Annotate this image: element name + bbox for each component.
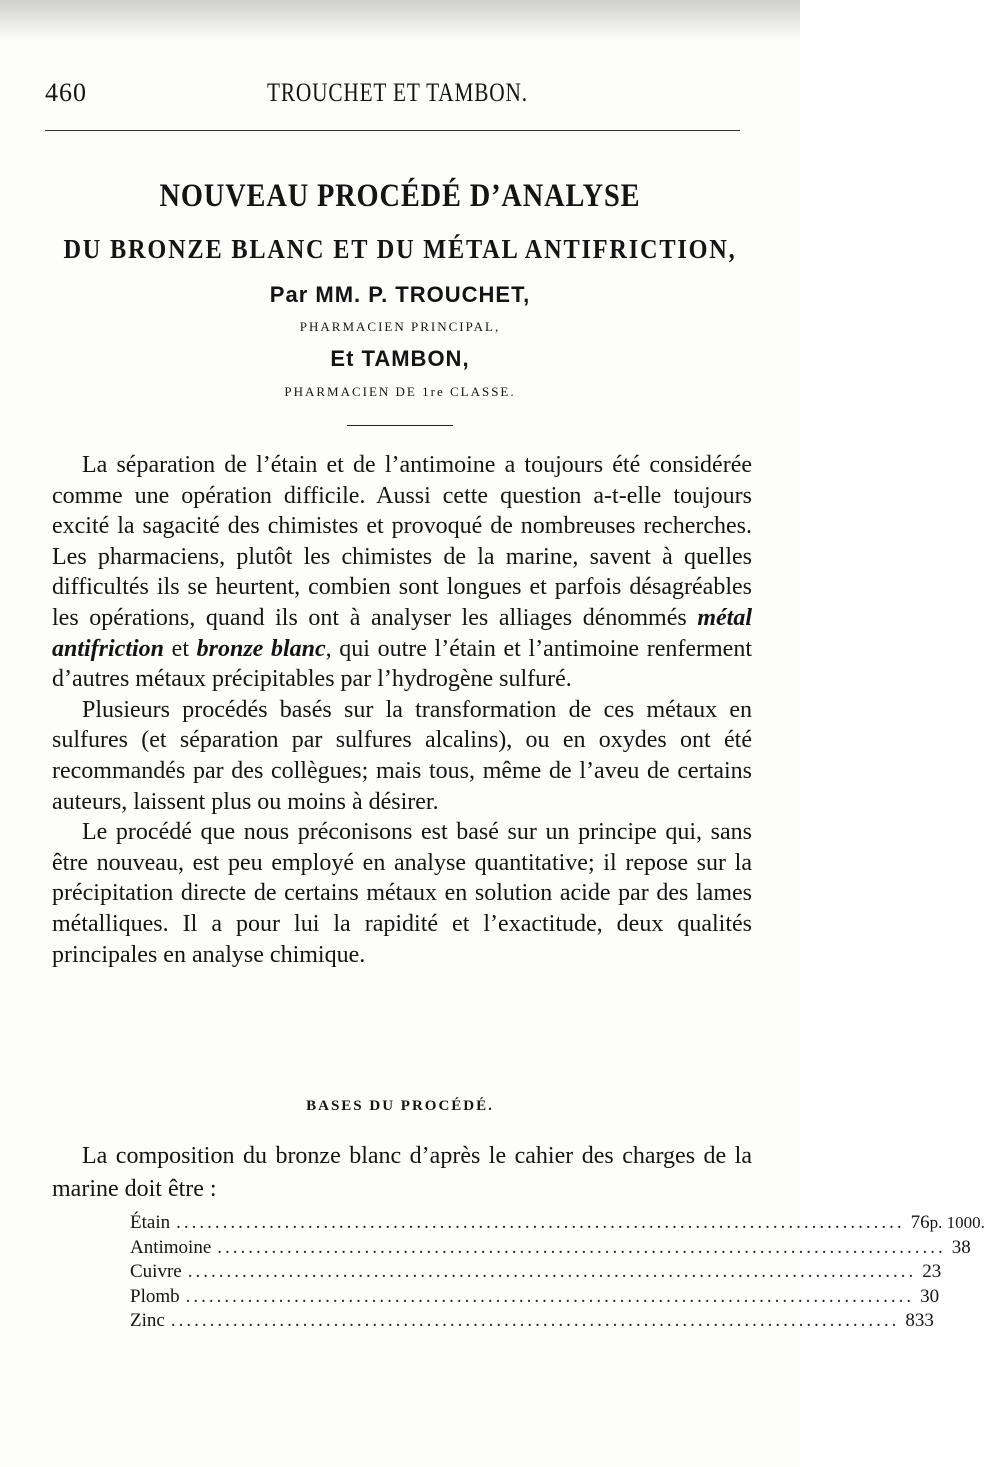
running-header [45,78,745,118]
emphasis-metal-antifriction: métal antifriction [52,604,752,662]
dot-leader: .............................................................................................. [185,1285,915,1307]
table-row [130,1236,971,1262]
running-title: TROUCHET ET TAMBON. [267,78,528,107]
author-line-1: Par MM. P. TROUCHET, [269,282,531,307]
table-row [130,1261,942,1286]
dot-leader: .............................................................................................. [187,1261,917,1282]
element-value: 833 [905,1310,934,1331]
dot-leader: .............................................................................................. [170,1310,900,1331]
dot-leader: .............................................................................................. [217,1236,946,1258]
article-title: NOUVEAU PROCÉDÉ D’ANALYSE [159,178,641,214]
paragraph-4: La composition du bronze blanc d’après le cahier des charges de la marine doit être : [52,1143,752,1202]
header-rule [45,130,740,131]
author-affiliation-2: PHARMACIEN DE 1re CLASSE. [284,384,516,399]
dot-leader: .............................................................................................. [176,1212,905,1233]
paragraph-3: Le procédé que nous préconisons est basé sur un principe qui, sans être nouveau, est peu employé en analyse quantitative; il repose sur la précipitation directe de certains métaux en solution acide par des lames métalliques. Il a pour lui la rapidité et l’exactitude, deux qualités principales en analyse chimique. [52,819,752,968]
paragraph-1: La séparation de l’étain et de l’antimoine a toujours été considérée comme une opération difficile. Aussi cette question a-t-elle toujours excité la sagacité des chimistes et provoqué de nombreuses recherches. Les pharmaciens, plutôt les chimistes de la marine, savent à quelles difficultés ils se heurtent, combien sont longues et parfois désagréables les opérations, quand ils ont à analyser les alliages dénommés métal antifriction et bronze blanc, qui outre l’étain et l’antimoine renferment d’autres métaux précipitables par l’hydrogène sulfuré. [52,452,752,693]
value-unit: p. 1000. [929,1213,985,1232]
title-separator [347,425,453,426]
author-affiliation-1: PHARMACIEN PRINCIPAL, [299,319,501,334]
element-name: Antimoine [130,1236,212,1258]
element-name: Cuivre [130,1261,182,1282]
table-row [130,1310,934,1335]
element-name: Étain [130,1212,171,1233]
table-row [130,1212,985,1237]
paragraph-2: Plusieurs procédés basés sur la transformation de ces métaux en sulfures (et séparation par sulfures alcalins), ou en oxydes ont été recommandés par des collègues; mais tous, même de l’aveu de certains auteurs, laissent plus ou moins à désirer. [52,696,752,815]
element-name: Plomb [130,1285,180,1307]
section-heading: BASES DU PROCÉDÉ. [306,1098,494,1114]
element-name: Zinc [130,1310,165,1331]
article-subtitle: DU BRONZE BLANC ET DU MÉTAL ANTIFRICTION, [63,234,737,264]
article-body [52,450,752,970]
author-line-2: Et TAMBON, [330,346,470,371]
page-edge-shadow [0,0,800,40]
section-intro [52,1140,752,1206]
page-number: 460 [45,78,87,107]
emphasis-bronze-blanc: bronze blanc [196,635,326,662]
composition-table [130,1212,985,1335]
table-row [130,1285,940,1311]
element-value: 30 [920,1285,940,1307]
element-value: 76 [910,1212,930,1233]
element-value: 23 [922,1261,942,1282]
element-value: 38 [951,1236,971,1258]
